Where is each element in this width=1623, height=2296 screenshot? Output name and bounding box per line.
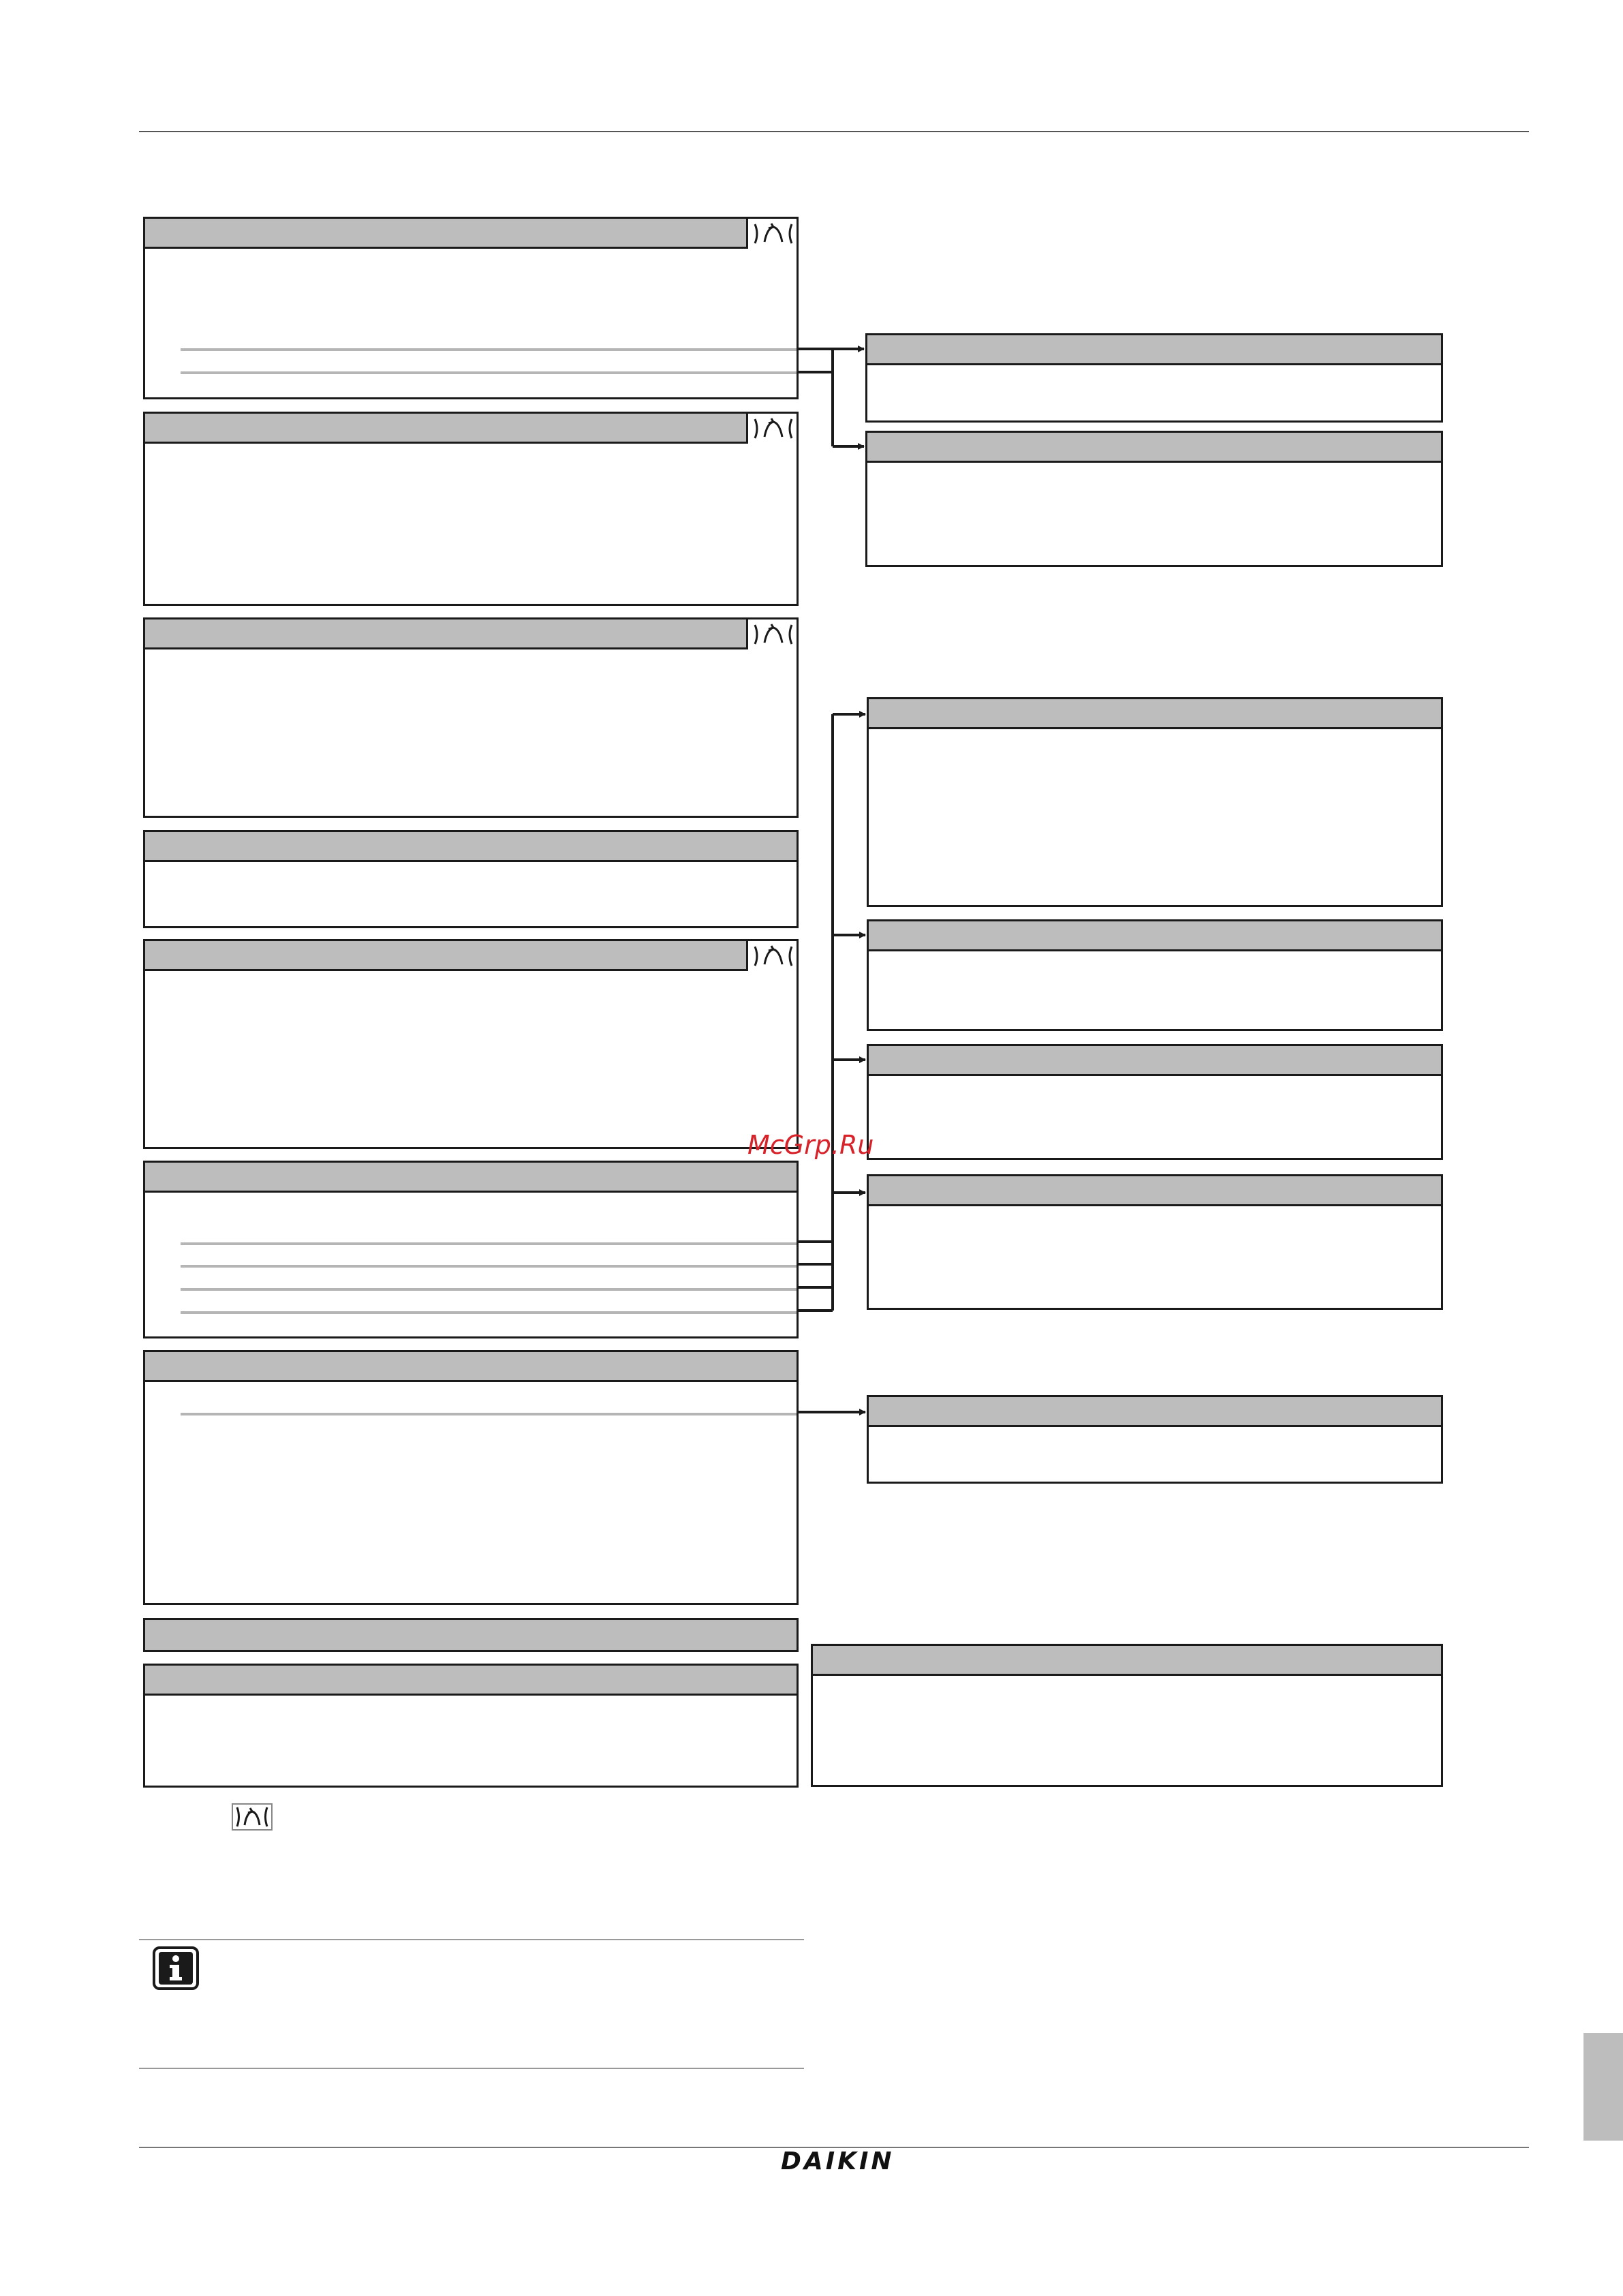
- submenu-box-1: [865, 333, 1443, 423]
- submenu-line: [181, 1265, 797, 1268]
- edit-setting-icon: [232, 1803, 273, 1831]
- menu-box-5-header: [145, 941, 797, 971]
- daikin-logo: DAIKIN: [781, 2147, 895, 2175]
- submenu-line: [181, 1288, 797, 1291]
- submenu-line: [181, 348, 797, 351]
- menu-box-3-header: [145, 619, 797, 649]
- submenu-line: [181, 371, 797, 374]
- edit-setting-icon: [746, 619, 797, 649]
- menu-box-7: [143, 1350, 799, 1605]
- submenu-box-7: [867, 1395, 1443, 1484]
- submenu-line: [181, 1413, 797, 1415]
- menu-box-1-header: [145, 219, 797, 249]
- menu-box-5: [143, 939, 799, 1149]
- menu-box-4-header: [145, 832, 797, 862]
- note-rule-top: [139, 1939, 804, 1940]
- menu-box-1: [143, 217, 799, 399]
- submenu-box-8-header: [813, 1646, 1441, 1676]
- menu-box-2: [143, 412, 799, 606]
- menu-box-4: [143, 830, 799, 928]
- submenu-box-3-header: [869, 699, 1441, 729]
- menu-box-8: [143, 1618, 799, 1652]
- submenu-box-4: [867, 919, 1443, 1031]
- edit-setting-icon: [746, 414, 797, 444]
- submenu-box-7-header: [869, 1397, 1441, 1427]
- menu-box-2-header: [145, 414, 797, 444]
- menu-box-9-header: [145, 1666, 797, 1696]
- edit-setting-icon: [746, 219, 797, 249]
- submenu-box-2: [865, 431, 1443, 567]
- edit-setting-icon: [746, 941, 797, 971]
- menu-box-9: [143, 1664, 799, 1788]
- submenu-box-6-header: [869, 1176, 1441, 1206]
- submenu-box-8: [811, 1644, 1443, 1787]
- submenu-box-5: [867, 1044, 1443, 1160]
- submenu-box-1-header: [867, 335, 1441, 365]
- submenu-box-3: [867, 697, 1443, 907]
- menu-box-7-header: [145, 1352, 797, 1382]
- watermark-text: McGrp.Ru: [747, 1130, 874, 1160]
- submenu-line: [181, 1242, 797, 1245]
- submenu-box-5-header: [869, 1046, 1441, 1076]
- menu-box-6: [143, 1161, 799, 1338]
- note-rule-bottom: [139, 2068, 804, 2069]
- submenu-box-2-header: [867, 433, 1441, 463]
- menu-box-3: [143, 617, 799, 818]
- submenu-box-4-header: [869, 921, 1441, 951]
- info-icon: [153, 1946, 199, 1990]
- side-tab: [1583, 2033, 1623, 2141]
- submenu-box-6: [867, 1174, 1443, 1310]
- menu-box-6-header: [145, 1163, 797, 1193]
- submenu-line: [181, 1311, 797, 1314]
